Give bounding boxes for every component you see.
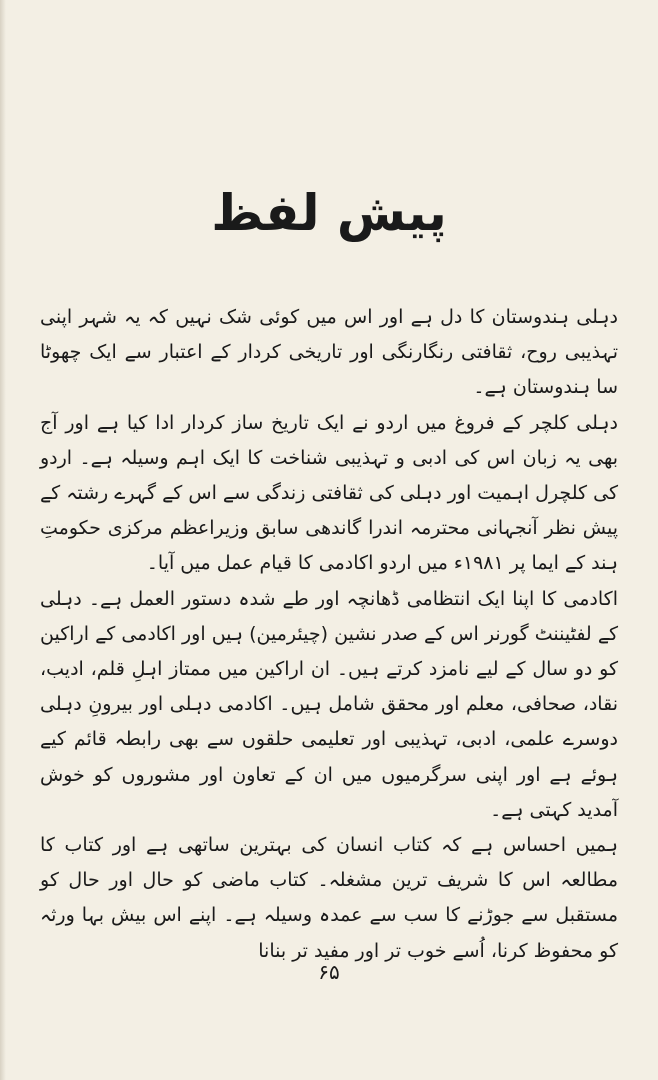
- paragraph-1: دہلی ہندوستان کا دل ہے اور اس میں کوئی شک نہیں کہ یہ شہر اپنی تہذیبی روح، ثقافتی رنگارنگی اور تاریخی کردار کے اعتبار سے ایک چھوٹا سا ہندوستان ہے۔: [40, 306, 618, 399]
- body-text: [40, 300, 618, 969]
- paragraph-2: دہلی کلچر کے فروغ میں اردو نے ایک تاریخ ساز کردار ادا کیا ہے اور آج بھی یہ زبان اس کی ادبی و تہذیبی شناخت کا ایک اہم وسیلہ ہے۔ اردو کی کلچرل اہمیت اور دہلی کی ثقافتی زندگی سے اس کے گہرے رشتہ کے پیش نظر آنجہانی محترمہ اندرا گاندھی سابق وزیراعظم مرکزی حکومتِ ہند کے ایما پر ۱۹۸۱ء میں اردو اکادمی کا قیام عمل میں آیا۔: [40, 411, 618, 575]
- page-title: پیش لفظ: [211, 184, 447, 242]
- paragraph-4: ہمیں احساس ہے کہ کتاب انسان کی بہترین ساتھی ہے اور کتاب کا مطالعہ اس کا شریف ترین مشغلہ۔ کتاب ماضی کو حال اور حال کو مستقبل سے جوڑنے کا سب سے عمدہ وسیلہ ہے۔ اپنے اس بیش بہا ورثہ کو محفوظ کرنا، اُسے خوب تر اور مفید تر بنانا: [40, 834, 618, 962]
- paragraph-3: اکادمی کا اپنا ایک انتظامی ڈھانچہ اور طے شدہ دستور العمل ہے۔ دہلی کے لفٹیننٹ گورنر اس کے صدر نشین (چیئرمین) ہیں اور اکادمی کے اراکین کو دو سال کے لیے نامزد کرتے ہیں۔ ان اراکین میں ممتاز اہلِ قلم، ادیب، نقاد، صحافی، معلم اور محقق شامل ہیں۔ اکادمی دہلی اور بیرونِ دہلی دوسرے علمی، ادبی، تہذیبی اور تعلیمی حلقوں سے بھی رابطہ قائم کیے ہوئے ہے اور اپنی سرگرمیوں میں ان کے تعاون اور مشوروں کو خوش آمدید کہتی ہے۔: [40, 587, 618, 821]
- page-number: ۶۵: [318, 960, 340, 984]
